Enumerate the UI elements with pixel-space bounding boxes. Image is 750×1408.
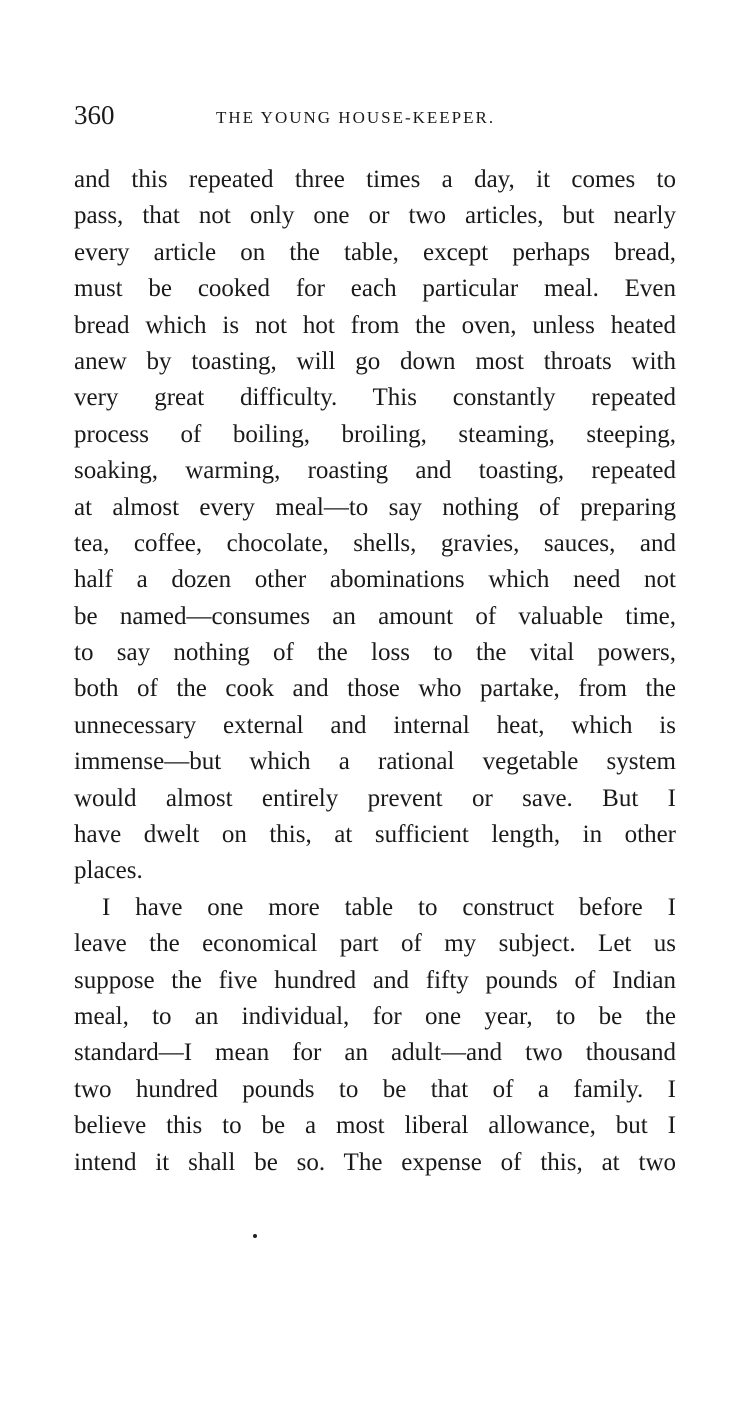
paragraph-1 <box>74 162 676 890</box>
text-line: at almost every meal—to say nothing of preparing <box>74 493 676 521</box>
text-line: standard—I mean for an adult—and two thousand <box>74 1039 676 1067</box>
text-line: unnecessary external and internal heat, which is <box>74 711 676 739</box>
text-line: I have one more table to construct before I <box>102 893 676 921</box>
text-line: be named—consumes an amount of valuable time, <box>74 602 676 630</box>
text-line: suppose the five hundred and fifty pounds of Indian <box>74 966 676 994</box>
text-line: every article on the table, except perhaps bread, <box>74 238 676 266</box>
paragraph-2 <box>74 890 676 1181</box>
text-line: believe this to be a most liberal allowance, but I <box>74 1112 676 1140</box>
text-line: meal, to an individual, for one year, to be the <box>74 1002 676 1030</box>
running-head <box>74 100 676 130</box>
text-line: must be cooked for each particular meal. Even <box>74 275 676 303</box>
body-text <box>74 162 676 1181</box>
page-number: 360 <box>74 100 115 130</box>
text-line: leave the economical part of my subject. Let us <box>74 930 676 958</box>
text-line: anew by toasting, will go down most throats with <box>74 347 676 375</box>
text-line: immense—but which a rational vegetable system <box>74 748 676 776</box>
running-title: THE YOUNG HOUSE-KEEPER. <box>216 108 496 127</box>
text-line: places. <box>74 857 143 885</box>
text-line: tea, coffee, chocolate, shells, gravies, sauces, and <box>74 529 676 557</box>
text-line: both of the cook and those who partake, from the <box>74 675 676 703</box>
text-line: half a dozen other abominations which need not <box>74 566 676 594</box>
text-line: very great difficulty. This constantly repeated <box>74 384 676 412</box>
text-line: would almost entirely prevent or save. But I <box>74 784 676 812</box>
text-line: bread which is not hot from the oven, unless heated <box>74 311 676 339</box>
text-line: soaking, warming, roasting and toasting, repeated <box>74 457 676 485</box>
text-line: pass, that not only one or two articles, but nearly <box>74 202 676 230</box>
text-line: have dwelt on this, at sufficient length, in other <box>74 821 676 849</box>
text-line: to say nothing of the loss to the vital powers, <box>74 639 676 667</box>
text-line: and this repeated three times a day, it comes to <box>74 166 676 193</box>
text-line: two hundred pounds to be that of a family. I <box>74 1075 676 1103</box>
text-line: process of boiling, broiling, steaming, steeping, <box>74 420 676 448</box>
text-line: intend it shall be so. The expense of this, at two <box>74 1148 676 1176</box>
ink-speck <box>253 1234 257 1238</box>
